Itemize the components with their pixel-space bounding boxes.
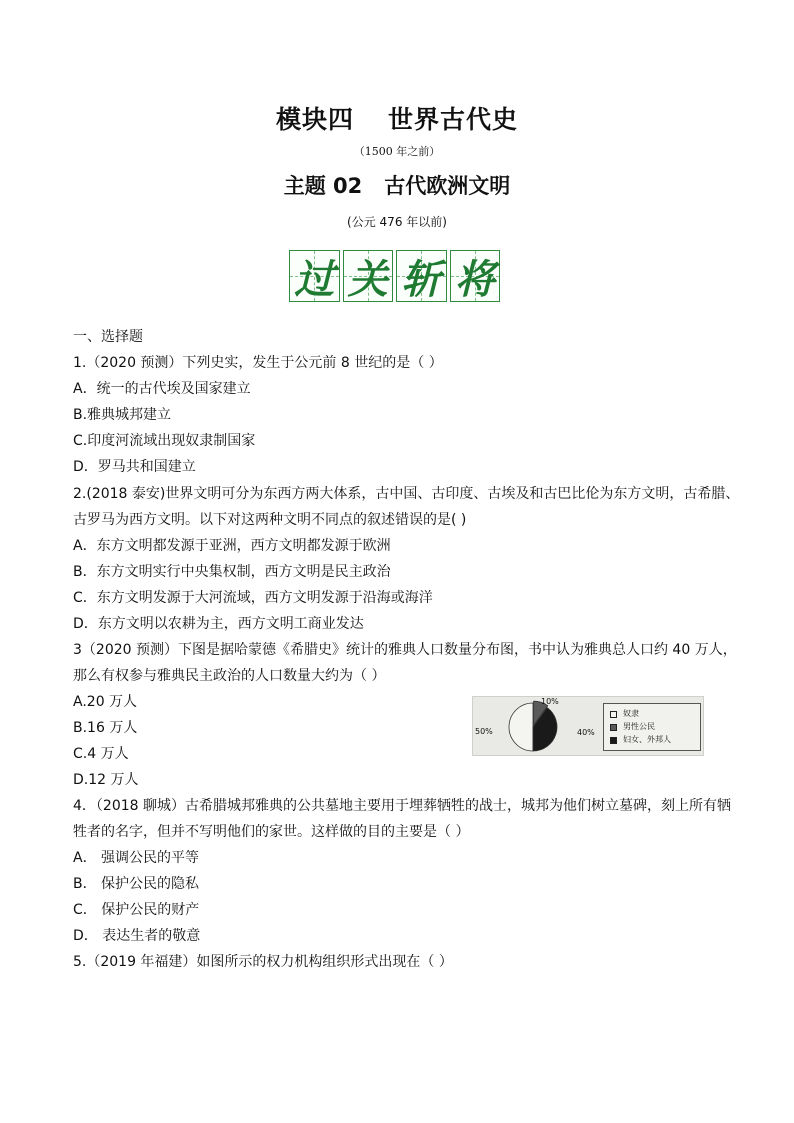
question-2-stem-line1: 2.(2018 泰安)世界文明可分为东西方两大体系，古中国、古印度、古埃及和古巴比伦为东方文明，古希腊、	[73, 486, 740, 502]
legend-swatch	[610, 711, 617, 718]
question-1-option-c: C.印度河流域出现奴隶制国家	[73, 433, 256, 449]
banner-char: 将	[454, 255, 495, 303]
question-5-stem: 5.（2019 年福建）如图所示的权力机构组织形式出现在（ ）	[73, 954, 453, 970]
question-1-stem: 1.（2020 预测）下列史实，发生于公元前 8 世纪的是（ ）	[73, 355, 443, 371]
pie-label-male-citizens: 10%	[541, 697, 559, 706]
question-2-option-a: A．东方文明都发源于亚洲，西方文明都发源于欧洲	[73, 538, 391, 554]
topic-title	[0, 170, 794, 200]
banner-logo	[289, 250, 503, 304]
legend-label: 妇女、外邦人	[623, 735, 671, 744]
legend-label: 男性公民	[623, 722, 655, 731]
legend-swatch	[610, 737, 617, 744]
pie-legend	[603, 703, 701, 751]
pie-slice-slaves	[509, 703, 533, 751]
legend-item-women-foreigners	[610, 735, 671, 745]
legend-swatch	[610, 724, 617, 731]
banner-cell	[396, 250, 447, 302]
legend-item-male-citizens	[610, 722, 655, 732]
question-3-option-d: D.12 万人	[73, 772, 139, 788]
question-3-stem-line1: 3（2020 预测）下图是据哈蒙德《希腊史》统计的雅典人口数量分布图，书中认为雅典总人口约 40 万人，	[73, 642, 737, 658]
pie-svg	[473, 697, 603, 755]
question-3-option-b: B.16 万人	[73, 720, 138, 736]
question-4-option-a: A． 强调公民的平等	[73, 850, 200, 866]
question-4-stem-line2: 牲者的名字，但并不写明他们的家世。这样做的目的主要是（ ）	[73, 824, 470, 840]
module-subtitle: （1500 年之前）	[353, 145, 441, 158]
question-1-option-d: D．罗马共和国建立	[73, 459, 196, 475]
legend-label: 奴隶	[623, 709, 639, 718]
question-4-option-c: C． 保护公民的财产	[73, 902, 200, 918]
question-1-option-b: B.雅典城邦建立	[73, 407, 172, 423]
question-2-option-c: C．东方文明发源于大河流域，西方文明发源于沿海或海洋	[73, 590, 433, 606]
question-2-option-d: D．东方文明以农耕为主，西方文明工商业发达	[73, 616, 364, 632]
question-4-stem-line1: 4．（2018 聊城）古希腊城邦雅典的公共墓地主要用于埋葬牺牲的战士，城邦为他们树立墓碑，刻上所有牺	[73, 798, 731, 814]
question-2-stem-line2: 古罗马为西方文明。以下对这两种文明不同点的叙述错误的是( )	[73, 512, 467, 528]
question-4-option-b: B． 保护公民的隐私	[73, 876, 200, 892]
banner-cell	[450, 250, 501, 302]
section-title: 一、选择题	[73, 329, 143, 345]
banner-cell	[343, 250, 394, 302]
module-title-left: 模块四	[275, 105, 354, 134]
pie-label-women-foreigners: 40%	[577, 728, 595, 737]
module-title	[0, 100, 794, 136]
question-3-option-c: C.4 万人	[73, 746, 129, 762]
banner-char: 关	[347, 255, 388, 303]
question-1-option-a: A．统一的古代埃及国家建立	[73, 381, 251, 397]
question-3-option-a: A.20 万人	[73, 694, 138, 710]
question-3-stem-line2: 那么有权参与雅典民主政治的人口数量大约为（ ）	[73, 668, 386, 684]
banner-char: 斩	[401, 255, 442, 303]
pie-label-slaves: 50%	[475, 727, 493, 736]
topic-title-left: 主题 02	[283, 174, 363, 198]
topic-subtitle: (公元 476 年以前)	[347, 215, 447, 229]
banner-cell	[289, 250, 340, 302]
module-title-right: 世界古代史	[388, 105, 519, 134]
legend-item-slaves	[610, 709, 639, 719]
banner-char: 过	[294, 255, 335, 303]
topic-title-right: 古代欧洲文明	[384, 174, 511, 198]
question-4-option-d: D． 表达生者的敬意	[73, 928, 201, 944]
population-pie-chart	[472, 696, 704, 756]
question-2-option-b: B．东方文明实行中央集权制，西方文明是民主政治	[73, 564, 391, 580]
